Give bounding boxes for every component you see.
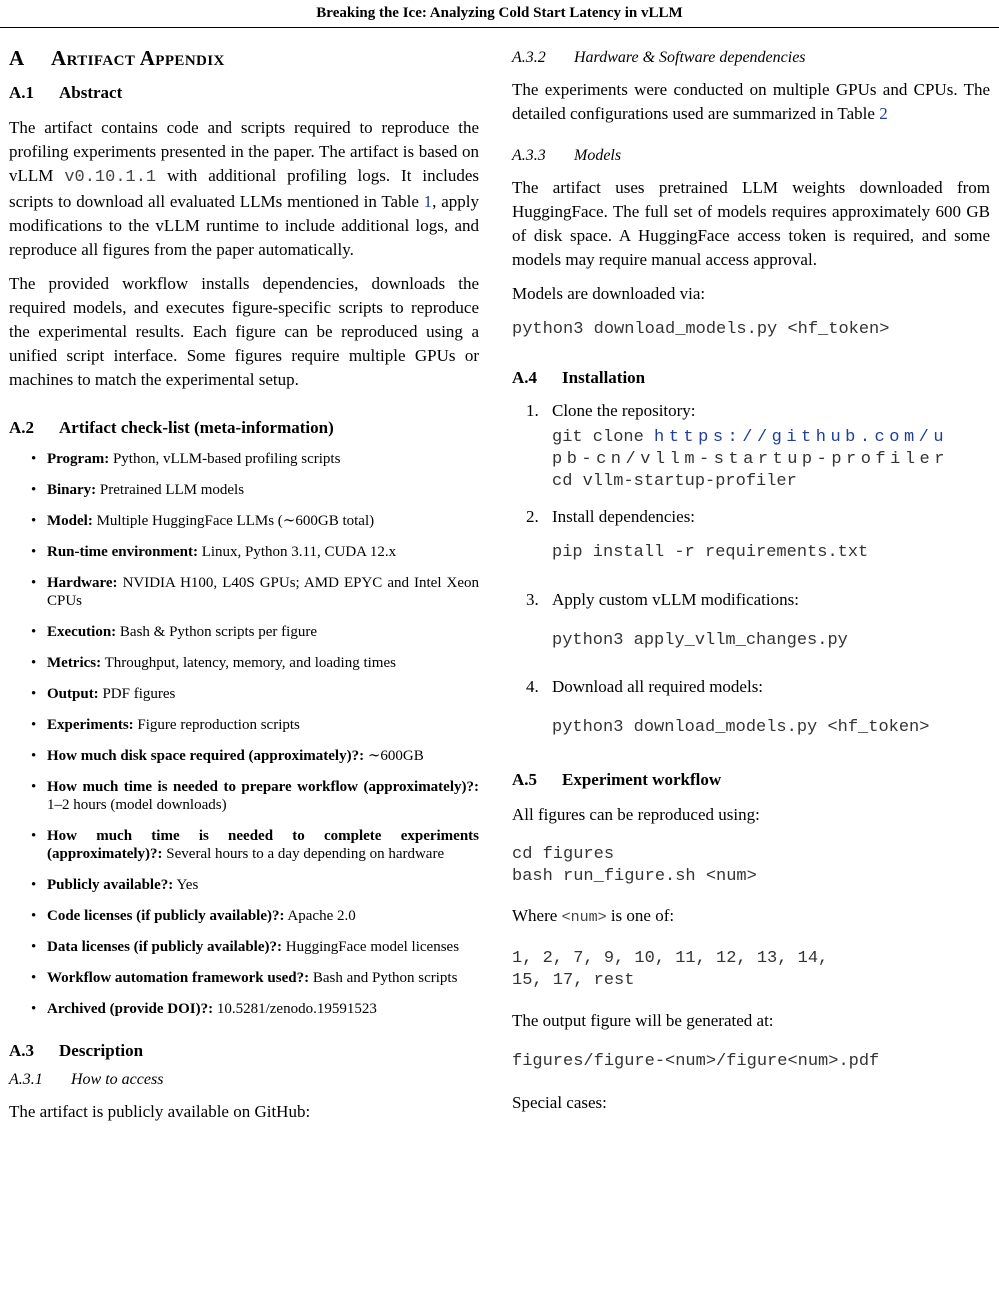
section-title: Description — [59, 1041, 144, 1060]
checklist-item — [9, 747, 479, 765]
checklist-key: Output: — [47, 686, 99, 702]
checklist-key: How much disk space required (approximately)?: — [47, 748, 365, 764]
step-label: Install dependencies: — [552, 507, 696, 526]
checklist-key: Binary: — [47, 482, 97, 498]
checklist-value: NVIDIA H100, L40S GPUs; AMD EPYC and Intel Xeon CPUs — [47, 575, 479, 609]
download-command: python3 download_models.py <hf_token> — [512, 320, 890, 339]
download-models-command: python3 download_models.py <hf_token> — [552, 718, 930, 737]
models-text: The artifact uses pretrained LLM weights downloaded from HuggingFace. The full set of models requires approximately 600 GB of disk space. A HuggingFace access token is required, and some models may require manual access approval. — [512, 178, 990, 269]
subsection-title: Hardware & Software dependencies — [574, 49, 806, 66]
checklist-value: Pretrained LLM models — [96, 482, 245, 498]
apply-command: python3 apply_vllm_changes.py — [552, 631, 848, 650]
checklist-value: Python, vLLM-based profiling scripts — [109, 451, 341, 467]
right-column — [512, 27, 990, 1115]
checklist-value: Multiple HuggingFace LLMs (∼600GB total) — [92, 513, 375, 529]
step-label: Apply custom vLLM modifications: — [552, 590, 799, 609]
repo-url-link[interactable]: https://github.com/u — [654, 428, 949, 447]
section-number: A.4 — [512, 368, 538, 387]
step-clone — [512, 399, 990, 493]
checklist-item — [9, 716, 479, 734]
workflow-lead: All figures can be reproduced using: — [512, 805, 760, 824]
checklist-item — [9, 512, 479, 530]
installation-steps — [512, 399, 990, 739]
section-title: Abstract — [59, 83, 123, 102]
checklist-value: Figure reproduction scripts — [133, 717, 300, 733]
section-number: A.5 — [512, 770, 538, 789]
checklist-item — [9, 969, 479, 987]
step-label: Download all required models: — [552, 677, 764, 696]
checklist-item — [9, 827, 479, 863]
checklist-value: HuggingFace model licenses — [282, 939, 460, 955]
checklist-item — [9, 685, 479, 703]
figure-list-line-1: 1, 2, 7, 9, 10, 11, 12, 13, 14, — [512, 949, 829, 968]
section-a1-heading — [9, 82, 479, 104]
abstract-paragraph-1 — [9, 116, 479, 262]
step-number: 1. — [526, 401, 539, 420]
checklist-value: Bash & Python scripts per figure — [116, 624, 317, 640]
subsection-title: Models — [574, 147, 622, 164]
section-number: A.2 — [9, 418, 35, 437]
checklist-key: Hardware: — [47, 575, 118, 591]
checklist-key: Code licenses (if publicly available)?: — [47, 908, 285, 924]
subsection-number: A.3.2 — [512, 49, 546, 66]
checklist-value: Yes — [173, 877, 199, 893]
appendix-title: Artifact Appendix — [51, 46, 225, 70]
checklist-key: Execution: — [47, 624, 117, 640]
checklist-key: Run-time environment: — [47, 544, 198, 560]
checklist-value: Throughput, latency, memory, and loading times — [101, 655, 396, 671]
step-apply — [512, 588, 990, 652]
step-install — [512, 505, 990, 564]
vllm-version: v0.10.1.1 — [64, 168, 157, 187]
checklist-item — [9, 1000, 479, 1018]
dependencies-text — [512, 78, 990, 126]
checklist-value: PDF figures — [98, 686, 176, 702]
checklist-value: ∼600GB — [364, 748, 424, 764]
step-number: 3. — [526, 590, 539, 609]
checklist-item — [9, 574, 479, 610]
checklist-value: Bash and Python scripts — [309, 970, 458, 986]
git-command: git clone — [552, 428, 655, 447]
section-number: A.3 — [9, 1041, 35, 1060]
access-text: The artifact is publicly available on GitHub: — [9, 1102, 311, 1121]
appendix-heading — [9, 46, 479, 70]
checklist-item — [9, 654, 479, 672]
checklist-item — [9, 876, 479, 894]
section-a4-heading — [512, 367, 990, 389]
appendix-letter: A — [9, 46, 25, 70]
left-column — [9, 27, 479, 1124]
step-download — [512, 675, 990, 739]
abstract-text: with additional profiling logs. It includes scripts to download all evaluated LLMs mentioned in Table — [9, 166, 479, 211]
checklist-item — [9, 778, 479, 814]
output-lead: The output figure will be generated at: — [512, 1011, 774, 1030]
subsection-a32-heading — [512, 48, 990, 68]
models-lead: Models are downloaded via: — [512, 284, 706, 303]
repo-url-continued[interactable]: pb-cn/vllm-startup-profiler — [552, 450, 949, 469]
checklist-value: Several hours to a day depending on hardware — [162, 846, 445, 862]
checklist-key: Metrics: — [47, 655, 102, 671]
checklist-value: 1–2 hours (model downloads) — [47, 797, 227, 813]
checklist-value: 10.5281/zenodo.19591523 — [213, 1001, 377, 1017]
where-suffix: is one of: — [606, 906, 675, 925]
subsection-title: How to access — [71, 1071, 164, 1088]
step-number: 4. — [526, 677, 539, 696]
checklist-key: How much time is needed to complete experiments (approximately)?: — [47, 828, 479, 862]
where-text — [512, 904, 990, 930]
section-a3-heading — [9, 1040, 479, 1062]
checklist-key: How much time is needed to prepare workflow (approximately)?: — [47, 779, 479, 795]
section-title: Artifact check-list (meta-information) — [59, 418, 334, 437]
section-title: Experiment workflow — [562, 770, 722, 789]
dependencies-body: The experiments were conducted on multiple GPUs and CPUs. The detailed configurations used are summarized in Table — [512, 80, 990, 123]
checklist-value: Linux, Python 3.11, CUDA 12.x — [197, 544, 397, 560]
section-a2-heading — [9, 417, 479, 439]
section-number: A.1 — [9, 83, 35, 102]
checklist-item — [9, 938, 479, 956]
subsection-number: A.3.3 — [512, 147, 546, 164]
checklist-item — [9, 481, 479, 499]
cd-command: cd vllm-startup-profiler — [552, 472, 797, 491]
checklist-item — [9, 543, 479, 561]
num-placeholder: <num> — [561, 909, 607, 926]
checklist-key: Archived (provide DOI)?: — [47, 1001, 214, 1017]
where-prefix: Where — [512, 906, 562, 925]
cd-figures-command: cd figures — [512, 845, 615, 864]
running-head: Breaking the Ice: Analyzing Cold Start Latency in vLLM — [0, 0, 999, 28]
abstract-text: , apply modifications to the vLLM runtime to include additional logs, and reproduce all figures from the paper automatically. — [9, 192, 479, 259]
checklist-item — [9, 450, 479, 468]
figure-list-line-2: 15, 17, rest — [512, 971, 635, 990]
checklist-item — [9, 623, 479, 641]
output-path: figures/figure-<num>/figure<num>.pdf — [512, 1052, 880, 1071]
checklist-key: Program: — [47, 451, 110, 467]
checklist-value: Apache 2.0 — [284, 908, 356, 924]
checklist-key: Workflow automation framework used?: — [47, 970, 310, 986]
abstract-paragraph-2: The provided workflow installs dependencies, downloads the required models, and executes figure-specific scripts to reproduce the experimental results. Each figure can be reproduced using a unified script interface. Some figures require multiple GPUs or machines to match the experimental setup. — [9, 274, 479, 389]
checklist-key: Model: — [47, 513, 93, 529]
special-cases-label: Special cases: — [512, 1093, 607, 1112]
abstract-text: The artifact contains code and scripts required to reproduce the profiling experiments presented in the paper. The artifact is based on vLLM — [9, 118, 479, 185]
git-clone-line — [552, 427, 990, 449]
section-title: Installation — [562, 368, 646, 387]
checklist-key: Publicly available?: — [47, 877, 174, 893]
table-ref-link[interactable]: 1 — [423, 192, 433, 211]
subsection-a31-heading — [9, 1070, 479, 1090]
checklist-key: Experiments: — [47, 717, 134, 733]
checklist-item — [9, 907, 479, 925]
checklist-key: Data licenses (if publicly available)?: — [47, 939, 282, 955]
step-label: Clone the repository: — [552, 401, 696, 420]
section-a5-heading — [512, 769, 990, 791]
checklist — [9, 450, 479, 1018]
run-figure-command: bash run_figure.sh <num> — [512, 867, 757, 886]
table-ref-link[interactable]: 2 — [879, 104, 888, 123]
pip-command: pip install -r requirements.txt — [552, 543, 869, 562]
subsection-a33-heading — [512, 146, 990, 166]
step-number: 2. — [526, 507, 539, 526]
subsection-number: A.3.1 — [9, 1071, 43, 1088]
